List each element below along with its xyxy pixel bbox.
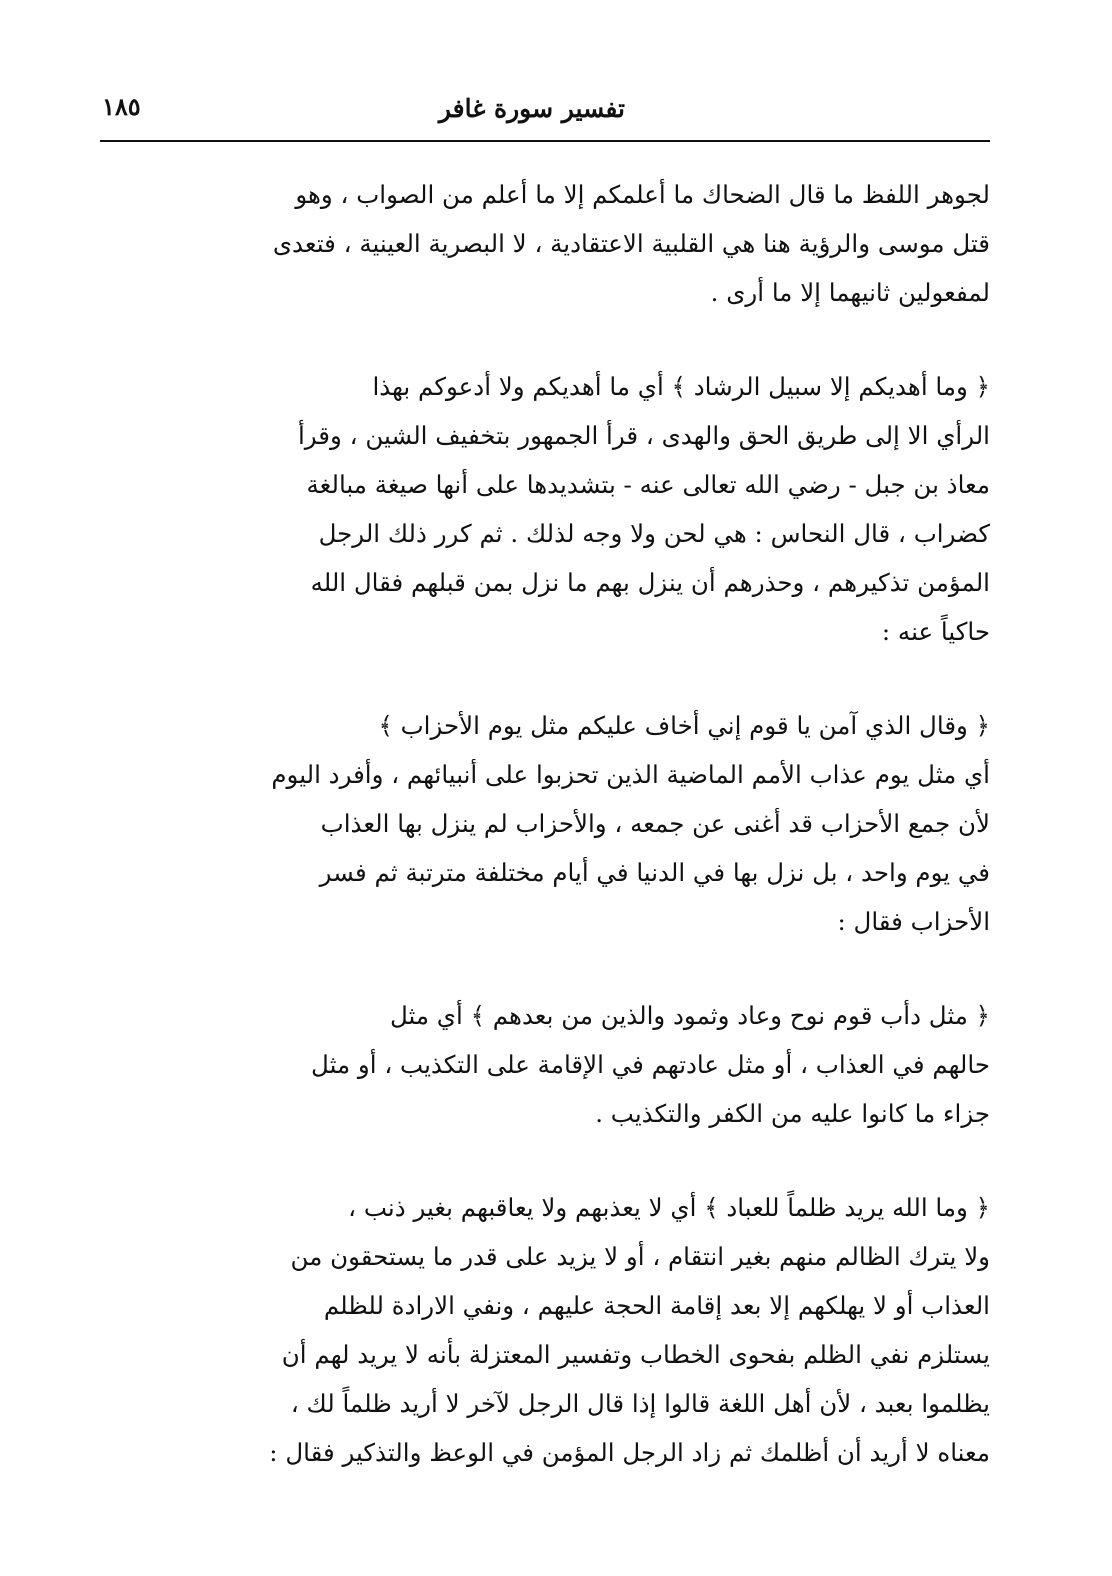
running-header: [100, 92, 990, 140]
verse-line: ﴿ وقال الذي آمن يا قوم إني أخاف عليكم مثل يوم الأحزاب ﴾: [378, 711, 990, 740]
text-line: كضراب ، قال النحاس : هي لحن ولا وجه لذلك . ثم كرر ذلك الرجل: [318, 519, 990, 548]
text-line: يظلموا بعبد ، لأن أهل اللغة قالوا إذا قال الرجل لآخر لا أريد ظلماً لك ،: [290, 1389, 990, 1418]
text-line: ولا يترك الظالم منهم بغير انتقام ، أو لا يزيد على قدر ما يستحقون من: [290, 1242, 990, 1271]
text-line: جزاء ما كانوا عليه من الكفر والتكذيب .: [595, 1099, 990, 1128]
paragraph-4: [100, 991, 990, 1138]
body-text: [100, 170, 990, 1477]
text-line: يستلزم نفي الظلم بفحوى الخطاب وتفسير المعتزلة بأنه لا يريد لهم أن: [281, 1340, 990, 1369]
verse-line: ﴿ وما أهديكم إلا سبيل الرشاد ﴾ أي ما أهديكم ولا أدعوكم بهذا: [372, 372, 990, 401]
text-line: لمفعولين ثانيهما إلا ما أرى .: [710, 278, 990, 307]
paragraph-5: [100, 1183, 990, 1477]
text-line: حاكياً عنه :: [881, 617, 990, 646]
text-line: الأحزاب فقال :: [837, 907, 990, 936]
text-line: معاذ بن جبل - رضي الله تعالى عنه - بتشديدها على أنها صيغة مبالغة: [306, 470, 990, 499]
text-line: لجوهر اللفظ ما قال الضحاك ما أعلمكم إلا ما أعلم من الصواب ، وهو: [295, 180, 990, 209]
verse-line: ﴿ مثل دأب قوم نوح وعاد وثمود والذين من بعدهم ﴾ أي مثل: [389, 1001, 990, 1030]
text-line: حالهم في العذاب ، أو مثل عادتهم في الإقامة على التكذيب ، أو مثل: [311, 1050, 990, 1079]
text-line: الرأي الا إلى طريق الحق والهدى ، قرأ الجمهور بتخفيف الشين ، وقرأ: [297, 421, 990, 450]
text-line: قتل موسى والرؤية هنا هي القلبية الاعتقادية ، لا البصرية العينية ، فتعدى: [272, 229, 990, 258]
paragraph-3: [100, 701, 990, 946]
text-line: أي مثل يوم عذاب الأمم الماضية الذين تحزبوا على أنبيائهم ، وأفرد اليوم: [271, 760, 990, 789]
header-rule: [100, 140, 990, 142]
text-line: في يوم واحد ، بل نزل بها في الدنيا في أيام مختلفة مترتبة ثم فسر: [319, 858, 990, 887]
text-line: معناه لا أريد أن أظلمك ثم زاد الرجل المؤمن في الوعظ والتذكير فقال :: [269, 1438, 990, 1467]
page-number: ١٨٥: [102, 92, 141, 121]
text-line: لأن جمع الأحزاب قد أغنى عن جمعه ، والأحزاب لم ينزل بها العذاب: [320, 809, 990, 838]
text-line: العذاب أو لا يهلكهم إلا بعد إقامة الحجة عليهم ، ونفي الارادة للظلم: [323, 1291, 990, 1320]
running-title: تفسير سورة غافر: [438, 94, 625, 123]
paragraph-1: [100, 170, 990, 317]
verse-line: ﴿ وما الله يريد ظلماً للعباد ﴾ أي لا يعذبهم ولا يعاقبهم بغير ذنب ،: [348, 1193, 990, 1222]
paragraph-2: [100, 362, 990, 656]
text-line: المؤمن تذكيرهم ، وحذرهم أن ينزل بهم ما نزل بمن قبلهم فقال الله: [310, 568, 990, 597]
